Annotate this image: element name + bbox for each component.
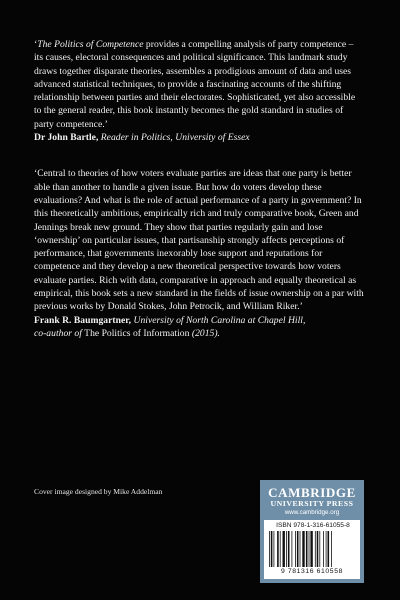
publisher-logo: CAMBRIDGE	[268, 485, 356, 500]
endorsement-baumgartner	[34, 167, 364, 340]
author-name: Frank R. Baumgartner	[34, 314, 129, 326]
endorsements	[34, 38, 364, 340]
isbn-label: ISBN 978-1-316-61055-8	[276, 522, 350, 529]
barcode-icon	[267, 531, 357, 567]
publisher-url: www.cambridge.org	[284, 509, 340, 516]
cover-image-credit: Cover image designed by Mike Addelman	[34, 487, 163, 496]
barcode-digits: 9 781316 610558	[281, 568, 343, 575]
endorsement-attribution: Frank R. Baumgartner, University of North Carolina at Chapel Hill, co-author of The Politics of Information (2015).	[34, 314, 306, 339]
endorsement-text: ‘The Politics of Competence provides a compelling analysis of party competence – its causes, electoral consequences and political significance. This landmark study draws together disparate theories, assembles a prodigious amount of data and uses advanced statistical techniques, to provide a fascinating accounts of the shifting relationship between parties and their electorates. Sophisticated, yet also accessible to the general reader, this book instantly becomes the gold standard in studies of party competence.’	[34, 39, 356, 130]
publisher-panel	[260, 480, 364, 583]
endorsement-attribution: Dr John Bartle, Reader in Politics, University of Essex	[34, 132, 250, 144]
publisher-subtitle: UNIVERSITY PRESS	[270, 499, 354, 508]
book-title: The Politics of Competence	[37, 39, 144, 50]
endorsement-bartle	[34, 38, 364, 144]
author-name: Dr John Bartle	[34, 132, 96, 144]
cited-book: The Politics of Information	[81, 327, 192, 339]
author-affiliation: University of North Carolina at Chapel Hill,	[133, 314, 306, 326]
author-affiliation: Reader in Politics, University of Essex	[100, 132, 250, 144]
endorsement-text: ‘Central to theories of how voters evaluate parties are ideas that one party is better able than another to handle a given issue. But how do voters develop these evaluations? And what is the role of actual performance of a party in government? In this theoretically ambitious, empirically rich and truly comparative book, Green and Jennings break new ground. They show that parties regularly gain and lose ‘ownership’ on particular issues, that partisanship strongly affects perceptions of performance, that governments inexorably lose support and reputations for competence and they develop a new theoretical perspective towards how voters evaluate parties. Rich with data, comparative in approach and equally theoretical as empirical, this book sets a new standard in the fields of issue ownership on a par with previous works by Donald Stokes, John Petrocik, and William Riker.’	[34, 168, 364, 313]
barcode-panel	[264, 520, 360, 579]
